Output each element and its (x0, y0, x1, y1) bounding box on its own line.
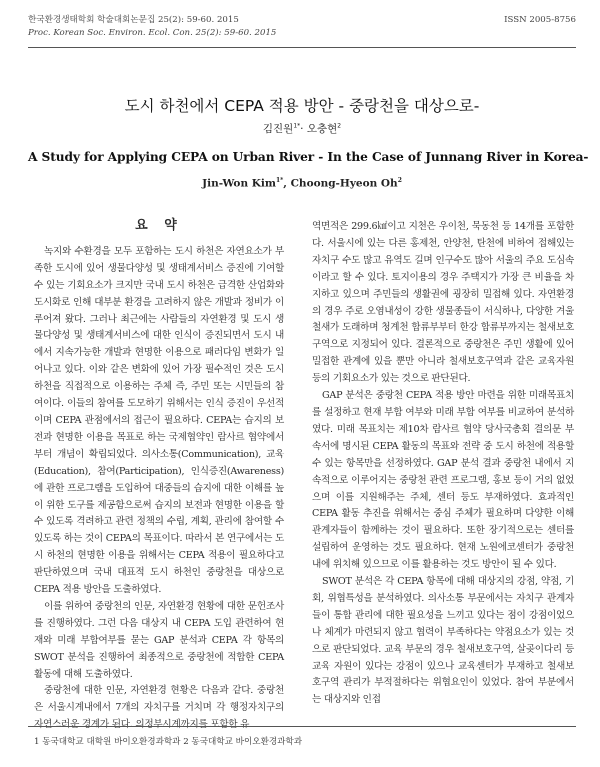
body-paragraph: 녹지와 수환경을 모두 포함하는 도시 하천은 자연요소가 부족한 도시에 있어 생물다양성 및 생태계서비스 증진에 기여할 수 있는 기회요소가 크지만 국내 도시 하천은 급격한 산업화와 도시화로 인해 대부분 환경을 고려하지 않은 개발과 정비가 이루어져 왔다. 그러나 최근에는 사람들의 자연환경 및 도시 생물다양성 및 생태계서비스에 대한 인식이 증진되면서 도시 내에서 지속가능한 개발과 현명한 이용으로 패러다임 변화가 일어나고 있다. 이와 같은 변화에 있어 가장 필수적인 것은 도시 하천을 직접적으로 이용하는 주체 즉, 주민 또는 시민들의 참여이다. 이들의 참여를 도모하기 위해서는 인식 증진이 우선적이며 CEPA 관점에서의 접근이 필요하다. CEPA는 습지의 보전과 현명한 이용을 목표로 하는 국제협약인 람사르 협약에서부터 개념이 확립되었다. 의사소통(Communication), 교육(Education), 참여(Participation), 인식증진(Awareness)에 관한 프로그램을 도입하여 대중들의 습지에 대한 이해를 높이 위한 도구를 제공함으로써 습지의 보전과 현명한 이용을 할 수 있도록 격려하고 관련 정책의 수립, 계획, 관리에 참여할 수 있도록 하는 것이 CEPA의 목표이다. 따라서 본 연구에서는 도시 하천의 현명한 이용을 위해서는 CEPA 적용이 필요하다고 판단하였으며 국내 대표적 도시 하천인 중랑천을 대상으로 CEPA 적용 방안을 도출하였다. (34, 245, 284, 596)
author-en-2: , Choong-Hyeon Oh (283, 177, 398, 190)
body-paragraph: 중랑천에 대한 인문, 자연환경 현황은 다음과 같다. 중랑천은 서울시계내에서 7개의 자치구를 거치며 각 행정자치구의 자연스러운 경계가 된다. 의정부시계까지를 포함한 유 (34, 685, 284, 731)
left-column (34, 220, 284, 734)
author-ko-1: 김진원 (262, 123, 294, 135)
author-en-2-affil: 2 (397, 177, 402, 184)
body-paragraph: GAP 분석은 중랑천 CEPA 적용 방안 마련을 위한 미래목표치를 설정하고 현재 부합 여부와 미래 부합 여부를 비교하여 분석하였다. 미래 목표치는 제10차 람사르 협약 당사국총회 결의문 부속서에 명시된 CEPA 활동의 목표와 전략 중 도시 하천에 적용할 수 있는 항목만을 선정하였다. GAP 분석 결과 중랑천 내에서 지속적으로 이루어지는 중랑천 관련 프로그램, 홍보 등이 거의 없었으며 이를 지원해주는 주체, 센터 등도 부재하였다. 효과적인 CEPA 활동 추진을 위해서는 중심 주체가 필요하며 다양한 이해관계자들이 함께하는 것이 필요하다. 또한 장기적으로는 센터를 설립하여 운영하는 것도 필요하다. 현재 노원에코센터가 중랑천 내에 위치해 있으므로 이를 활용하는 것도 방안이 될 수 있다. (312, 390, 574, 571)
header-rule (28, 47, 576, 48)
body-paragraph: 이를 위하여 중랑천의 인문, 자연환경 현황에 대한 문헌조사를 진행하였다. 그런 다음 대상지 내 CEPA 도입 관련하여 현재와 미래 부합여부를 묻는 GAP 분석과 CEPA 각 항목의 SWOT 분석을 진행하여 최종적으로 중랑천에 적합한 CEPA 활동에 대해 도출하였다. (34, 600, 284, 680)
author-ko-sep: · 오충현 (300, 123, 338, 135)
author-ko-1-affil: 1* (293, 122, 301, 130)
running-header (28, 14, 576, 40)
authors-korean (28, 121, 576, 136)
author-en-1-affil: 1* (275, 177, 284, 184)
author-ko-2-affil: 2 (337, 122, 342, 130)
abstract-heading: 요 약 (135, 218, 183, 233)
body-paragraph: 역면적은 299.6㎢이고 지천은 우이천, 묵동천 등 14개를 포함한다. 서울시에 있는 다른 홍제천, 안양천, 탄천에 비하여 접해있는 자치구 수도 많고 유역도 길며 인구수도 많아 서울의 주요 도심속이라고 할 수 있다. 토지이용의 경우 주택지가 가장 큰 비율을 차지하고 있으며 주민들의 생활권에 굉장히 밀접해 있다. 자연환경의 경우 주로 오염내성이 강한 생물종들이 서식하나, 다양한 겨울 철새가 도래하며 청계천 합류부부터 한강 합류부까지는 철새보호구역으로 지정되어 있다. 결론적으로 중랑천은 주민 생활에 있어 밀접한 관계에 있을 뿐만 아니라 철새보호구역과 같은 교육자원 등의 기회요소가 있는 것으로 판단된다. (312, 221, 574, 385)
journal-citation-en: Proc. Korean Soc. Environ. Ecol. Con. 25(2): 59-60. 2015 (28, 28, 277, 38)
title-english: A Study for Applying CEPA on Urban River - In the Case of Junnang River in Korea- (28, 150, 589, 164)
right-column (312, 219, 574, 709)
footnote: 1 동국대학교 대학원 바이오환경과학과 2 동국대학교 바이오환경과학과 (34, 737, 303, 747)
footnote-rule (28, 726, 576, 727)
body-paragraph: SWOT 분석은 각 CEPA 항목에 대해 대상지의 강점, 약점, 기회, 위협특성을 분석하였다. 의사소통 부문에서는 자치구 관계자들이 통합 관리에 대한 필요성을 느끼고 있다는 점이 강점이었으나 체계가 마련되지 않고 협력이 부족하다는 약점요소가 있는 것으로 판단되었다. 교육 부문의 경우 철새보호구역, 살곶이다리 등 교육 자원이 있다는 강점이 있으나 교육센터가 부재하고 철새보호구역 관리가 부적절하다는 위협요인이 있었다. 참여 부분에서는 대상지와 인접 (312, 576, 574, 706)
journal-citation-ko: 한국환경생태학회 학술대회논문집 25(2): 59-60. 2015 (28, 15, 239, 25)
author-en-1: Jin-Won Kim (202, 177, 276, 190)
title-korean: 도시 하천에서 CEPA 적용 방안 - 중랑천을 대상으로- (124, 97, 480, 115)
authors-english (28, 177, 576, 190)
issn: ISSN 2005-8756 (504, 15, 576, 25)
